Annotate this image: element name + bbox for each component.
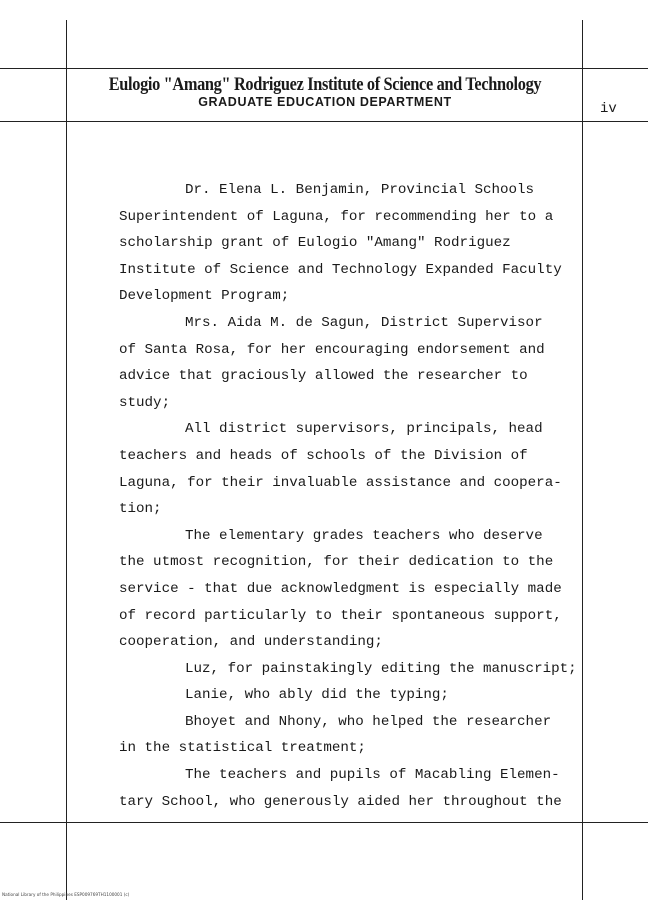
text-line: Dr. Elena L. Benjamin, Provincial Schools [185, 182, 535, 198]
text-line: service - that due acknowledgment is especially made [119, 580, 562, 597]
text-line: tary School, who generously aided her throughout the [119, 793, 562, 810]
text-line: cooperation, and understanding; [119, 634, 383, 651]
department-title: GRADUATE EDUCATION DEPARTMENT [198, 95, 452, 109]
text-line: teachers and heads of schools of the Division of [119, 447, 528, 464]
institution-title: Eulogio "Amang" Rodriguez Institute of Science and Technology [108, 74, 542, 95]
text-line: in the statistical treatment; [119, 740, 366, 757]
text-line: tion; [119, 501, 162, 518]
text-line: Superintendent of Laguna, for recommending her to a [119, 208, 554, 225]
header-bottom-rule [0, 121, 648, 122]
text-line: All district supervisors, principals, head [185, 421, 543, 438]
left-margin-rule [66, 20, 67, 900]
page-number: iv [600, 101, 617, 117]
text-line: Bhoyet and Nhony, who helped the researcher [185, 713, 552, 730]
text-line: Mrs. Aida M. de Sagun, District Supervisor [185, 314, 543, 331]
text-line: Laguna, for their invaluable assistance and coopera- [119, 474, 562, 491]
bottom-rule [0, 822, 648, 823]
text-line: scholarship grant of Eulogio "Amang" Rodriguez [119, 235, 511, 252]
page-header [70, 74, 580, 110]
text-line: study; [119, 394, 171, 411]
text-line: of record particularly to their spontaneous support, [119, 607, 562, 624]
text-line: advice that graciously allowed the researcher to [119, 368, 528, 385]
text-line: The teachers and pupils of Macabling Elemen- [185, 767, 560, 784]
text-line: The elementary grades teachers who deserve [185, 527, 543, 544]
acknowledgment-body [119, 177, 589, 815]
text-line: the utmost recognition, for their dedication to the [119, 554, 554, 571]
text-line: Lanie, who ably did the typing; [185, 687, 449, 704]
text-line: of Santa Rosa, for her encouraging endorsement and [119, 341, 545, 358]
text-line: Institute of Science and Technology Expanded Faculty [119, 261, 562, 278]
text-line: Luz, for painstakingly editing the manuscript; [185, 660, 577, 677]
text-line: Development Program; [119, 288, 290, 305]
top-rule [0, 68, 648, 69]
archive-footer-note: National Library of the Philippines ESP009769TH1100001 (c) [2, 892, 130, 897]
